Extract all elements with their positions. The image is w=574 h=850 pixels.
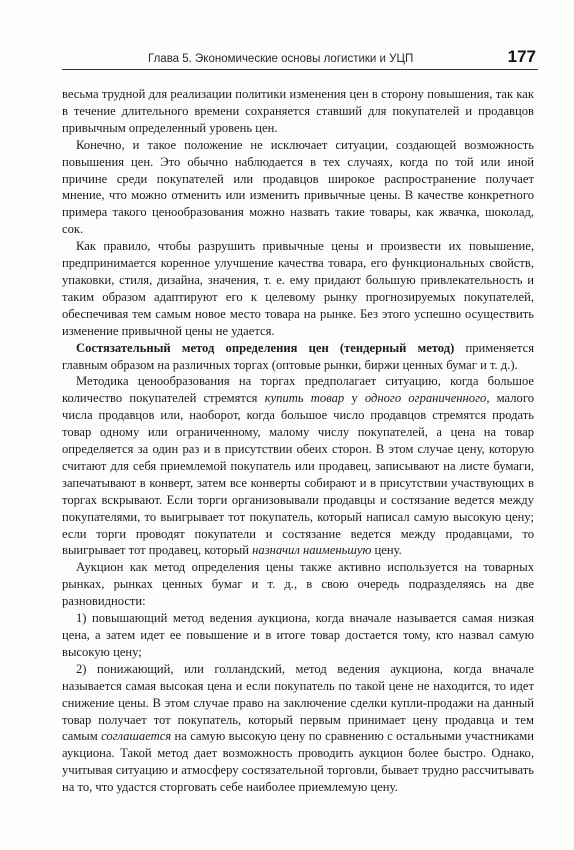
list-item-1: 1) повышающий метод ведения аукциона, когда вначале называется самая низкая цена, а затем идет ее повышение и в итоге товар достается тому, кто назвал самую высокую цену; <box>62 611 534 659</box>
running-head <box>62 47 538 71</box>
paragraph-3: Как правило, чтобы разрушить привычные цены и произвести их повышение, предпринимается коренное улучшение качества товара, его функциональных свойств, упаковки, стиля, дизайна, значения, т. е. ему придают большую привлекательность и таким образом адаптируют его к целевому рынку прогнозируемых покупателей, обеспечивая тем самым новое место товара на рынке. Без этого успешно осуществить изменение привычной цены не удается. <box>62 239 534 338</box>
chapter-title: Глава 5. Экономические основы логистики и УЦП <box>148 53 414 65</box>
paragraph-2: Конечно, и такое положение не исключает ситуации, создающей возможность повышения цен. Это обычно наблюдается в тех случаях, когда по той или иной причине среди покупателей или продавцов широкое распространение получает мнение, что можно отменить или изменить привычные цены. В качестве конкретного примера такого ценообразования можно назвать такие товары, как жвачка, шоколад, сок. <box>62 137 534 237</box>
list-item-2: 2) понижающий, или голландский, метод ведения аукциона, когда вначале называется самая высокая цена и если покупатель по такой цене не находится, то идет снижение цены. В этом случае право на заключение сделки купли-продажи на данный товар получает тот покупатель, который первым принимает цену продавца и тем самым соглашается на самую высокую цену по сравнению с остальными участниками аукциона. Такой метод дает возможность проводить аукцион более быстро. Однако, учитывая ситуацию и атмосферу состязательной торговли, бывает трудно рассчитывать на то, что удастся сторговать себе наиболее приемлемую цену. <box>62 661 534 795</box>
paragraph-1: весьма трудной для реализации политики изменения цен в сторону повышения, так как в течение длительного времени сохраняется ставший для покупателей и продавцов привычным определенный уровень цен. <box>62 87 534 135</box>
body-text <box>62 86 534 796</box>
header-rule <box>62 69 538 70</box>
term-tender-method: Состязательный метод определения цен (тендерный метод) <box>76 340 455 355</box>
paragraph-4: Состязательный метод определения цен (тендерный метод) применяется главным образом на различных торгах (оптовые рынки, биржи ценных бумаг и т. д.). <box>62 340 534 372</box>
paragraph-5: Методика ценообразования на торгах предполагает ситуацию, когда большое количество покупателей стремятся купить товар у одного ограниченного, малого числа продавцов или, наоборот, когда большое число продавцов стремятся продать товар одному или ограниченному, малому числу покупателей, а цена на товар определяется за один раз и в присутствии обеих сторон. В этом случае цену, которую считают для себя приемлемой покупатель или продавец, записывают на листе бумаги, запечатывают в конверт, затем все конверты собирают и в присутствии участвующих в торгах вскрывают. Если торги организовывали продавцы и состязание ведется между покупателями, то выигрывает тот покупатель, который написал самую высокую цену; если торги проводят покупатели и состязание ведется между продавцами, то выигрывает тот продавец, который назначил наименьшую цену. <box>62 374 534 558</box>
paragraph-6: Аукцион как метод определения цены также активно используется на товарных рынках, рынках ценных бумаг и т. д., в свою очередь подразделяясь на две разновидности: <box>62 560 534 609</box>
page-number: 177 <box>507 47 536 66</box>
